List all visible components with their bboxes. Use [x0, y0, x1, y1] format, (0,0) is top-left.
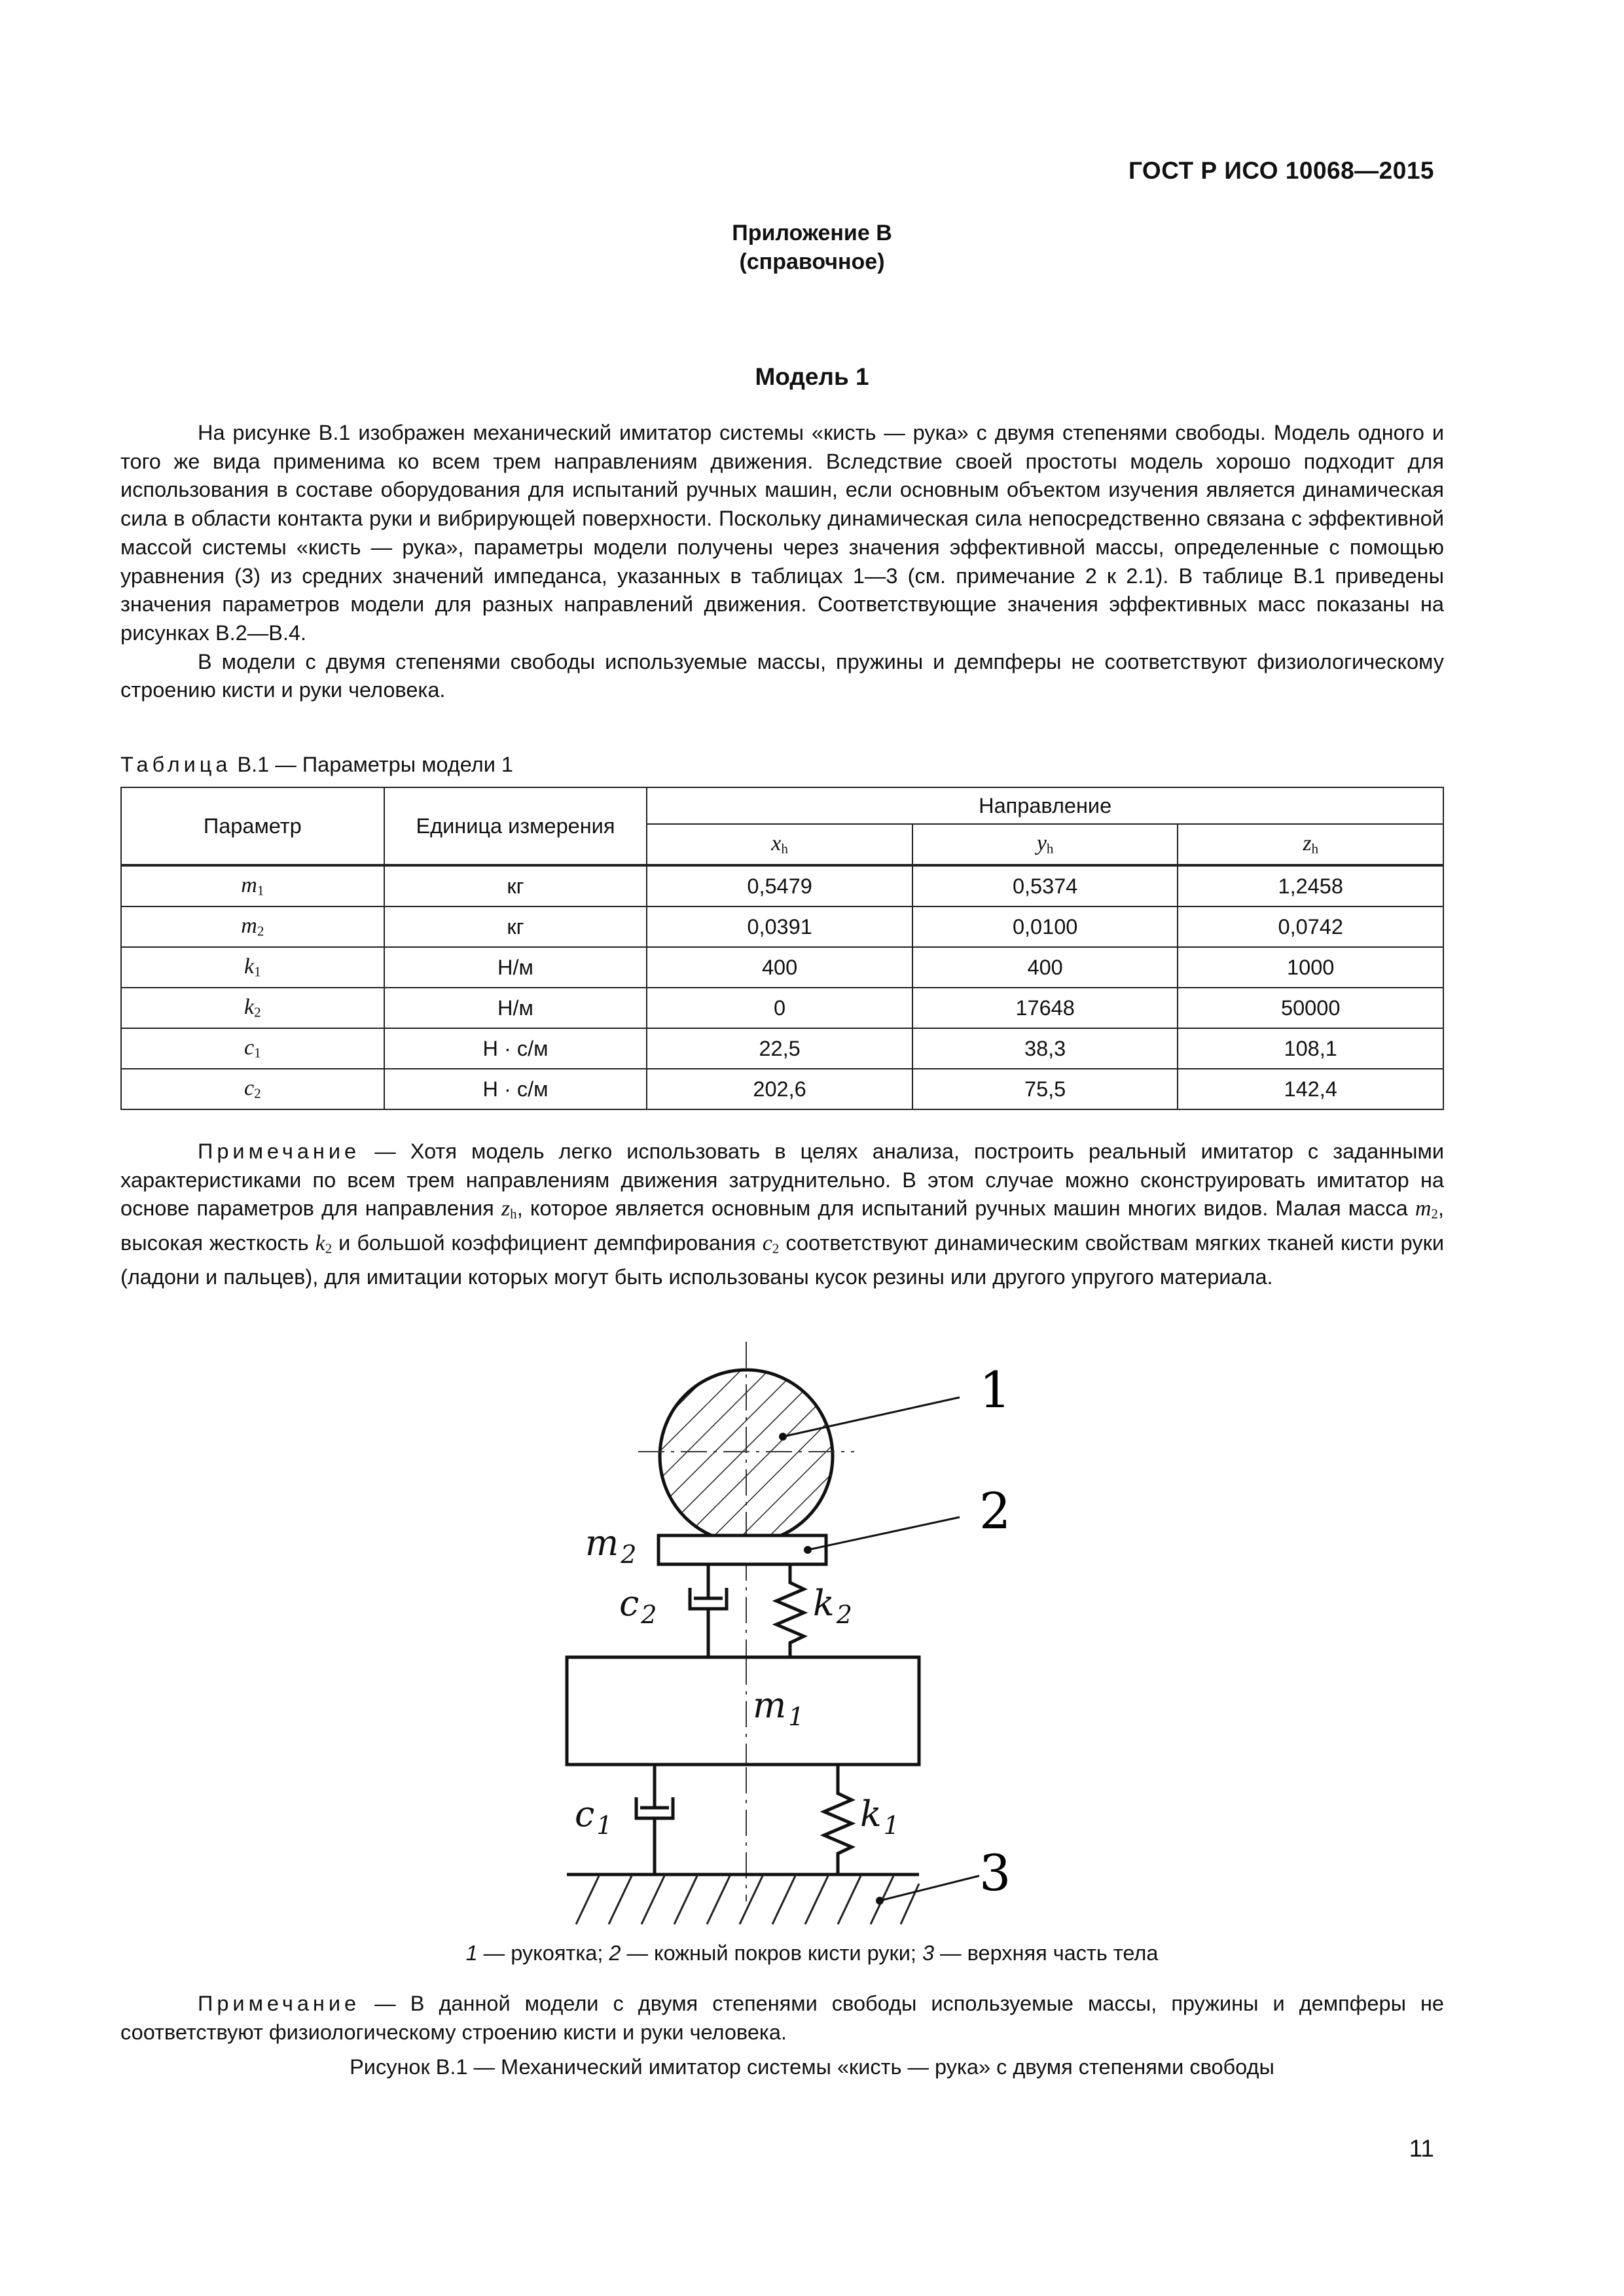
- note-1-text-a: — Хотя модель легко использовать в целях анализа, построить реальный имитатор с заданными характеристиками по всем трем направлениям движения затруднительно. В этом случае можно сконструировать имитатор на основе параметров для направления: [120, 1139, 1444, 1221]
- label-c2: $c_2$: [619, 1583, 657, 1629]
- param-value: 142,4: [1178, 1069, 1443, 1109]
- hand-arm-model-diagram: [0, 1309, 1624, 1931]
- paragraph-2: В модели с двумя степенями свободы используемые массы, пружины и демпферы не соответствуют физиологическому строению кисти и руки человека.: [120, 649, 1444, 702]
- note-1-text-d: и большой коэффициент демпфирования: [332, 1230, 763, 1255]
- paragraph-1: На рисунке В.1 изображен механический имитатор системы «кисть — рука» с двумя степенями свободы. Модель одного и того же вида применима ко всем трем направлениям движения. Вследствие своей простоты модель хорошо подходит для использования в составе оборудования для испытаний ручных машин, если основным объектом изучения является динамическая сила в области контакта руки и вибрирующей поверхности. Поскольку динамическая сила непосредственно связана с эффективной массой системы «кисть — рука», параметры модели получены через значения эффективной массы, определенные с помощью уравнения (3) из средних значений импеданса, указанных в таблицах 1—3 (см. примечание 2 к 2.1). В таблице В.1 приведены значения параметров модели для разных направлений движения. Соответствующие значения эффективных масс показаны на рисунках В.2—В.4.: [120, 421, 1444, 645]
- note-1-text-b: , которое является основным для испытаний ручных машин многих видов. Малая масса: [516, 1196, 1415, 1221]
- param-value: 0: [647, 988, 912, 1028]
- direction-header-2: $z_h$: [1178, 824, 1443, 865]
- table-caption: [120, 753, 513, 777]
- param-symbol: $c_2$: [121, 1069, 384, 1109]
- damper-c2: [690, 1564, 727, 1657]
- param-value: 0,0100: [912, 906, 1178, 947]
- param-symbol: $m_2$: [121, 906, 384, 947]
- annex-status: (справочное): [739, 249, 885, 274]
- figure-legend: 1 — рукоятка; 2 — кожный покров кисти руки; 3 — верхняя часть тела: [465, 1941, 1159, 1965]
- label-k1: $k_1$: [860, 1793, 899, 1840]
- param-value: 1000: [1178, 947, 1443, 988]
- direction-header-0: $x_h$: [647, 824, 912, 865]
- leader-3: [880, 1876, 979, 1901]
- direction-header-1: $y_h$: [912, 824, 1178, 865]
- note-1-label: Примечание: [198, 1139, 361, 1163]
- skin-mass-m2: [659, 1535, 826, 1564]
- param-symbol: $m_1$: [121, 865, 384, 906]
- callout-3: 3: [979, 1844, 1011, 1902]
- label-m1: $m_1$: [753, 1685, 804, 1731]
- body-text: [120, 419, 1444, 705]
- table-row: [121, 906, 1443, 947]
- spring-k2: [776, 1564, 804, 1657]
- param-unit: Н · с/м: [384, 1028, 647, 1069]
- param-unit: Н · с/м: [384, 1069, 647, 1109]
- param-value: 400: [647, 947, 912, 988]
- param-value: 0,5374: [912, 865, 1178, 906]
- note-1-text-e: соответствуют динамическим свойствам мягких тканей кисти руки (ладони и пальцев), для имитации которых могут быть использованы кусок резины или другого упругого материала.: [120, 1230, 1444, 1289]
- damper-c1: [636, 1765, 673, 1874]
- param-symbol: $k_2$: [121, 988, 384, 1028]
- label-c1: $c_1$: [575, 1793, 613, 1840]
- param-value: 1,2458: [1178, 865, 1443, 906]
- param-value: 22,5: [647, 1028, 912, 1069]
- param-value: 50000: [1178, 988, 1443, 1028]
- param-value: 75,5: [912, 1069, 1178, 1109]
- note-1: [120, 1138, 1444, 1292]
- section-title: Модель 1: [755, 363, 869, 390]
- label-k2: $k_2$: [813, 1583, 852, 1629]
- symbol-zh: $z_h$: [501, 1196, 517, 1223]
- body-mass-m1: [567, 1657, 919, 1765]
- figure-note-text: — В данной модели с двумя степенями свободы используемые массы, пружины и демпферы не соответствуют физиологическому строению кисти и руки человека.: [120, 1992, 1444, 2044]
- param-value: 17648: [912, 988, 1178, 1028]
- param-unit: кг: [384, 865, 647, 906]
- leader-2: [808, 1517, 960, 1550]
- standard-designation: ГОСТ Р ИСО 10068—2015: [1128, 157, 1434, 184]
- figure-note: [120, 1990, 1444, 2047]
- param-unit: Н/м: [384, 988, 647, 1028]
- param-value: 0,5479: [647, 865, 912, 906]
- header-parameter: Параметр: [121, 787, 384, 865]
- page-number: 11: [1409, 2135, 1434, 2162]
- table-row: [121, 947, 1443, 988]
- param-symbol: $c_1$: [121, 1028, 384, 1069]
- label-m2: $m_2$: [585, 1522, 637, 1569]
- figure-caption: Рисунок В.1 — Механический имитатор системы «кисть — рука» с двумя степенями свободы: [350, 2055, 1274, 2079]
- param-value: 400: [912, 947, 1178, 988]
- param-value: 108,1: [1178, 1028, 1443, 1069]
- symbol-m2: $m_2$: [1415, 1196, 1438, 1223]
- table-body: [121, 865, 1443, 1109]
- header-direction: Направление: [647, 787, 1443, 824]
- param-symbol: $k_1$: [121, 947, 384, 988]
- handle-ball: [638, 1370, 854, 1543]
- table-row: [121, 1028, 1443, 1069]
- param-value: 0,0391: [647, 906, 912, 947]
- param-unit: кг: [384, 906, 647, 947]
- param-value: 0,0742: [1178, 906, 1443, 947]
- param-value: 202,6: [647, 1069, 912, 1109]
- param-value: 38,3: [912, 1028, 1178, 1069]
- annex-title: Приложение В: [732, 221, 892, 245]
- table-caption-text: В.1 — Параметры модели 1: [231, 753, 513, 776]
- parameters-table: [120, 787, 1444, 1110]
- table-caption-label: Таблица: [120, 753, 232, 776]
- table-row: [121, 988, 1443, 1028]
- spring-k1: [824, 1765, 852, 1874]
- note-1-text-c: , высокая жесткость: [120, 1196, 1444, 1255]
- header-unit: Единица измерения: [384, 787, 647, 865]
- figure-note-label: Примечание: [198, 1992, 361, 2015]
- table-row: [121, 1069, 1443, 1109]
- table-row: [121, 865, 1443, 906]
- callout-1: 1: [979, 1361, 1011, 1419]
- symbol-c2: $c_2$: [762, 1230, 780, 1257]
- callout-2: 2: [979, 1482, 1011, 1540]
- ground-body: [567, 1874, 919, 1924]
- symbol-k2: $k_2$: [315, 1230, 333, 1257]
- param-unit: Н/м: [384, 947, 647, 988]
